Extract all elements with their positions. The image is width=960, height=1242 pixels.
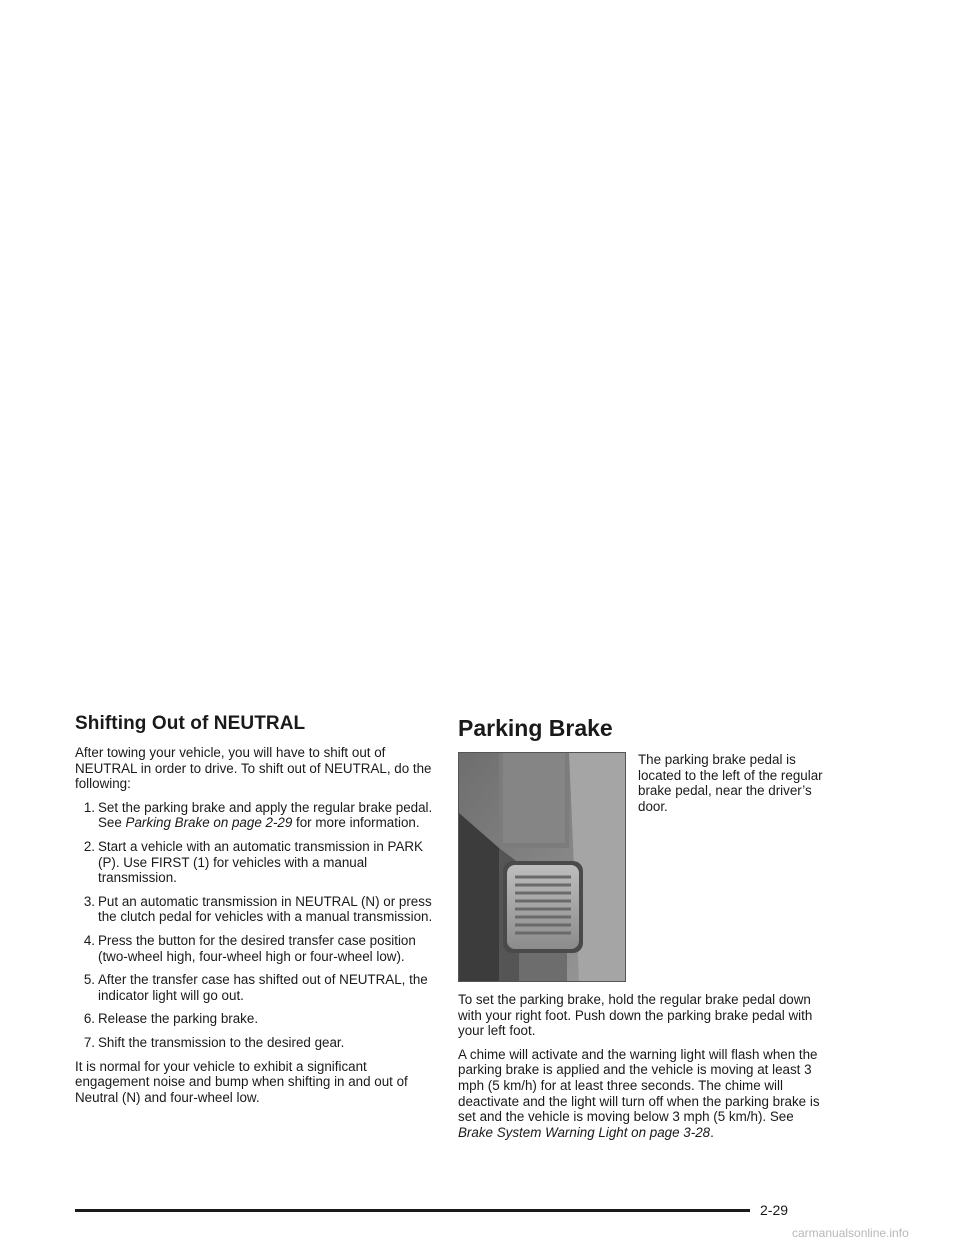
parking-brake-paragraph-1: To set the parking brake, hold the regular brake pedal down with your right foot. Push down the parking brake pedal with your left foot. (458, 992, 813, 1039)
step-text: After the transfer case has shifted out of NEUTRAL, the indicator light will go out. (98, 972, 428, 1003)
step-text: Shift the transmission to the desired gear. (98, 1034, 345, 1050)
watermark: carmanualsonline.info (792, 1226, 909, 1240)
step-text: Press the button for the desired transfer case position (two-wheel high, four-wheel high or four-wheel low). (98, 932, 416, 964)
step-number: 2. (83, 838, 95, 854)
parking-brake-pedal-photo (458, 752, 626, 982)
list-item (75, 1035, 440, 1051)
outro-paragraph: It is normal for your vehicle to exhibit a significant engagement noise and bump when shifting in and out of Neutral (N) and four-wheel low. (75, 1058, 408, 1105)
paragraph-text: A chime will activate and the warning light will flash when the parking brake is applied and the vehicle is moving at least 3 mph (5 km/h) for at least three seconds. The chime will deactivate and the light will turn off when the parking brake is set and the vehicle is moving below 3 mph (5 km/h). See (458, 1046, 820, 1125)
step-text-after: for more information. (292, 815, 420, 831)
paragraph-end: . (710, 1124, 714, 1140)
step-number: 6. (83, 1011, 95, 1027)
cross-reference-link[interactable]: Brake System Warning Light on page 3-28 (458, 1124, 711, 1140)
list-item (75, 839, 440, 886)
step-number: 5. (83, 972, 95, 988)
list-item (75, 933, 440, 964)
section-title-shifting: Shifting Out of NEUTRAL (75, 713, 306, 734)
section-title-parking-brake: Parking Brake (458, 715, 613, 741)
step-number: 4. (83, 932, 95, 948)
page-number: 2-29 (760, 1202, 789, 1218)
step-text: Release the parking brake. (98, 1011, 259, 1027)
list-item (75, 972, 440, 1003)
step-number: 1. (83, 799, 95, 815)
list-item (75, 894, 440, 925)
step-text: Start a vehicle with an automatic transmission in PARK (P). Use FIRST (1) for vehicles with a manual transmission. (98, 838, 423, 886)
steps-list (75, 800, 440, 1051)
step-text: Set the parking brake and apply the regular brake pedal. See (98, 799, 433, 831)
list-item (75, 1011, 440, 1027)
cross-reference-link[interactable]: Parking Brake on page 2-29 (125, 815, 293, 831)
footer-rule (75, 1209, 750, 1212)
figure-caption (638, 752, 828, 814)
step-number: 7. (83, 1034, 95, 1050)
figure-block (458, 752, 828, 984)
left-column (75, 713, 440, 1113)
step-text: Put an automatic transmission in NEUTRAL (N) or press the clutch pedal for vehicles with a manual transmission. (98, 893, 433, 925)
caption-text: The parking brake pedal is located to the left of the regular brake pedal, near the driver’s door. (638, 752, 823, 814)
intro-paragraph: After towing your vehicle, you will have to shift out of NEUTRAL in order to drive. To shift out of NEUTRAL, do the following: (75, 745, 432, 792)
list-item (75, 800, 440, 831)
step-number: 3. (83, 893, 95, 909)
right-column (458, 715, 828, 1148)
parking-brake-paragraph-2 (458, 1047, 828, 1141)
